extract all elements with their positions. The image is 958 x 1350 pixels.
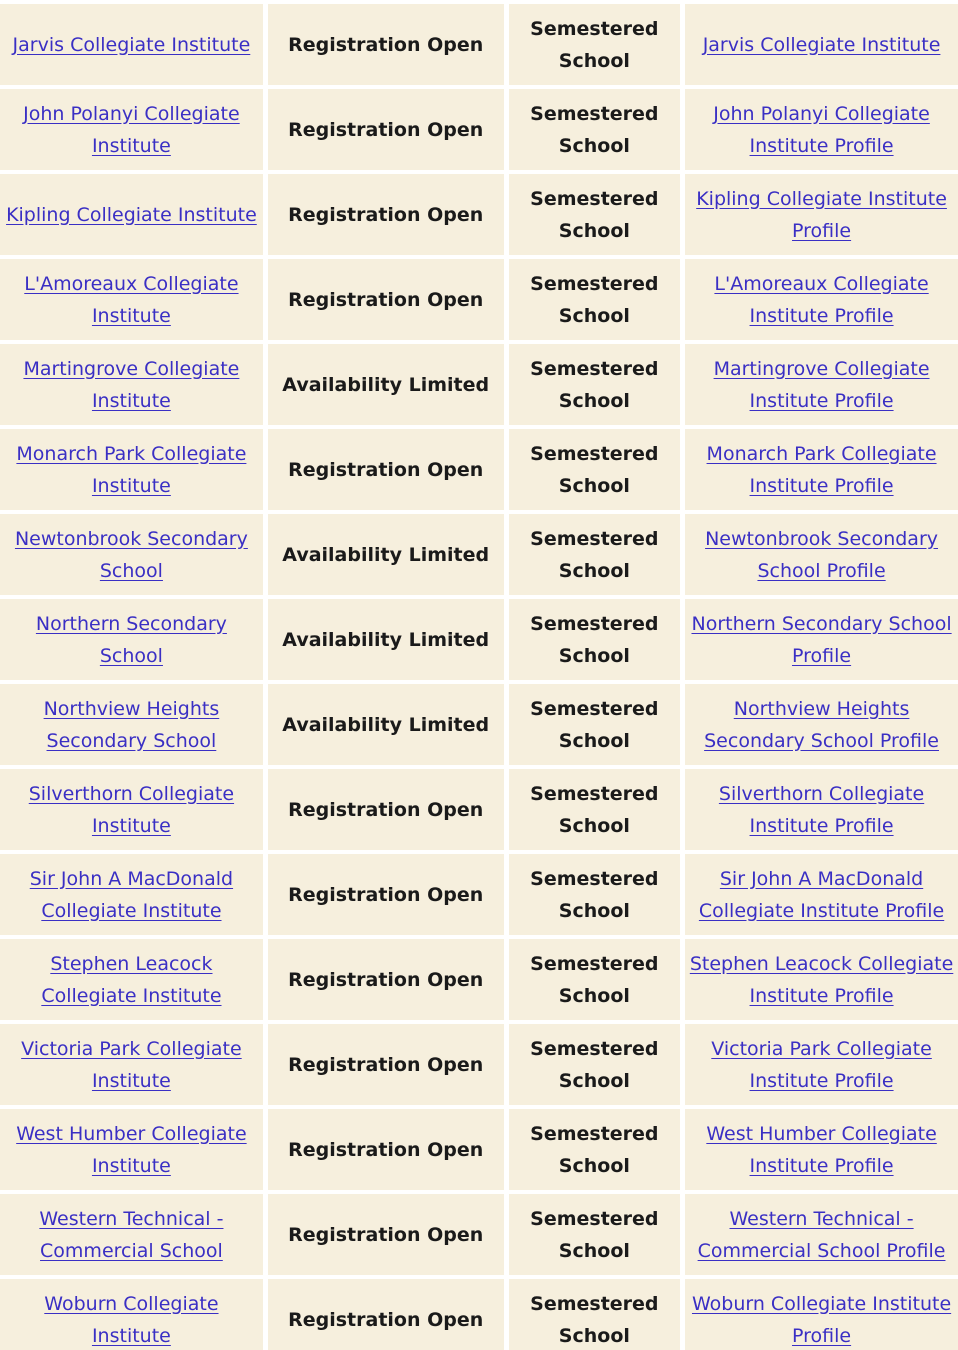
- school-name-cell: [0, 769, 263, 850]
- school-type: Semestered School: [509, 939, 681, 1020]
- table-row: [0, 939, 958, 1020]
- table-row: [0, 599, 958, 680]
- table-row: [0, 1024, 958, 1105]
- school-name-cell: [0, 514, 263, 595]
- school-profile-link[interactable]: Victoria Park Collegiate Institute Profile: [711, 1037, 932, 1092]
- school-name-link[interactable]: John Polanyi Collegiate Institute: [23, 102, 240, 157]
- school-name-cell: [0, 1279, 263, 1350]
- school-profile-link[interactable]: Northern Secondary School Profile: [691, 612, 952, 667]
- registration-status: Registration Open: [268, 89, 504, 170]
- school-type: Semestered School: [509, 514, 681, 595]
- table-row: [0, 1109, 958, 1190]
- school-name-link[interactable]: West Humber Collegiate Institute: [16, 1122, 247, 1177]
- school-type: Semestered School: [509, 89, 681, 170]
- school-profile-link[interactable]: Jarvis Collegiate Institute: [702, 33, 941, 56]
- registration-status: Availability Limited: [268, 514, 504, 595]
- school-name-link[interactable]: Newtonbrook Secondary School: [14, 527, 248, 582]
- registration-status: Registration Open: [268, 429, 504, 510]
- registration-status: Registration Open: [268, 259, 504, 340]
- school-type: Semestered School: [509, 769, 681, 850]
- registration-status: Availability Limited: [268, 684, 504, 765]
- school-profile-link[interactable]: Stephen Leacock Collegiate Institute Profile: [689, 952, 954, 1007]
- school-type: Semestered School: [509, 854, 681, 935]
- registration-status: Registration Open: [268, 1024, 504, 1105]
- registration-status: Registration Open: [268, 1279, 504, 1350]
- school-type: Semestered School: [509, 429, 681, 510]
- school-profile-link[interactable]: Monarch Park Collegiate Institute Profile: [706, 442, 937, 497]
- registration-status: Registration Open: [268, 4, 504, 85]
- school-profile-link[interactable]: L'Amoreaux Collegiate Institute Profile: [714, 272, 929, 327]
- school-profile-cell: [685, 1024, 958, 1105]
- school-profile-link[interactable]: Sir John A MacDonald Collegiate Institute Profile: [698, 867, 945, 922]
- school-profile-cell: [685, 429, 958, 510]
- table-row: [0, 344, 958, 425]
- school-profile-cell: [685, 344, 958, 425]
- school-name-cell: [0, 89, 263, 170]
- school-profile-cell: [685, 1194, 958, 1275]
- school-name-cell: [0, 1194, 263, 1275]
- school-name-cell: [0, 1024, 263, 1105]
- school-name-cell: [0, 939, 263, 1020]
- school-name-link[interactable]: Northview Heights Secondary School: [43, 697, 220, 752]
- school-name-cell: [0, 599, 263, 680]
- school-profile-cell: [685, 259, 958, 340]
- school-type: Semestered School: [509, 174, 681, 255]
- school-name-link[interactable]: Woburn Collegiate Institute: [44, 1292, 219, 1347]
- school-profile-link[interactable]: Kipling Collegiate Institute Profile: [696, 187, 947, 242]
- table-row: [0, 514, 958, 595]
- school-type: Semestered School: [509, 344, 681, 425]
- school-profile-link[interactable]: Martingrove Collegiate Institute Profile: [713, 357, 930, 412]
- school-name-cell: [0, 259, 263, 340]
- school-name-cell: [0, 4, 263, 85]
- school-profile-link[interactable]: Woburn Collegiate Institute Profile: [691, 1292, 952, 1347]
- school-name-link[interactable]: Stephen Leacock Collegiate Institute: [41, 952, 222, 1007]
- school-profile-cell: [685, 599, 958, 680]
- school-profile-cell: [685, 1279, 958, 1350]
- table-row: [0, 684, 958, 765]
- school-type: Semestered School: [509, 4, 681, 85]
- school-profile-cell: [685, 1109, 958, 1190]
- school-name-link[interactable]: Kipling Collegiate Institute: [6, 203, 257, 226]
- table-row: [0, 174, 958, 255]
- table-row: [0, 4, 958, 85]
- registration-status: Registration Open: [268, 769, 504, 850]
- school-profile-cell: [685, 684, 958, 765]
- school-name-cell: [0, 429, 263, 510]
- table-row: [0, 1194, 958, 1275]
- registration-status: Availability Limited: [268, 344, 504, 425]
- table-row: [0, 89, 958, 170]
- school-name-cell: [0, 1109, 263, 1190]
- school-profile-cell: [685, 514, 958, 595]
- school-type: Semestered School: [509, 259, 681, 340]
- table-row: [0, 769, 958, 850]
- registration-status: Registration Open: [268, 939, 504, 1020]
- school-name-link[interactable]: Sir John A MacDonald Collegiate Institute: [29, 867, 234, 922]
- school-profile-cell: [685, 4, 958, 85]
- school-name-link[interactable]: Victoria Park Collegiate Institute: [21, 1037, 242, 1092]
- school-profile-link[interactable]: Silverthorn Collegiate Institute Profile: [718, 782, 925, 837]
- school-name-cell: [0, 344, 263, 425]
- school-profile-link[interactable]: Western Technical - Commercial School Profile: [697, 1207, 946, 1262]
- schools-table-body: [0, 4, 958, 1350]
- registration-status: Registration Open: [268, 854, 504, 935]
- school-type: Semestered School: [509, 684, 681, 765]
- school-name-cell: [0, 684, 263, 765]
- school-name-link[interactable]: Monarch Park Collegiate Institute: [16, 442, 247, 497]
- school-name-cell: [0, 174, 263, 255]
- school-name-link[interactable]: L'Amoreaux Collegiate Institute: [24, 272, 239, 327]
- registration-status: Registration Open: [268, 1194, 504, 1275]
- school-profile-link[interactable]: John Polanyi Collegiate Institute Profile: [713, 102, 930, 157]
- school-name-link[interactable]: Silverthorn Collegiate Institute: [28, 782, 235, 837]
- school-type: Semestered School: [509, 1279, 681, 1350]
- school-type: Semestered School: [509, 1024, 681, 1105]
- school-type: Semestered School: [509, 599, 681, 680]
- school-name-link[interactable]: Northern Secondary School: [35, 612, 227, 667]
- school-type: Semestered School: [509, 1194, 681, 1275]
- school-profile-link[interactable]: West Humber Collegiate Institute Profile: [706, 1122, 937, 1177]
- school-profile-cell: [685, 769, 958, 850]
- table-row: [0, 1279, 958, 1350]
- school-type: Semestered School: [509, 1109, 681, 1190]
- registration-status: Availability Limited: [268, 599, 504, 680]
- school-name-link[interactable]: Western Technical - Commercial School: [39, 1207, 224, 1262]
- registration-status: Registration Open: [268, 174, 504, 255]
- school-profile-cell: [685, 174, 958, 255]
- school-profile-link[interactable]: Newtonbrook Secondary School Profile: [705, 527, 939, 582]
- table-row: [0, 854, 958, 935]
- school-profile-cell: [685, 89, 958, 170]
- table-row: [0, 259, 958, 340]
- school-name-cell: [0, 854, 263, 935]
- school-profile-cell: [685, 939, 958, 1020]
- school-profile-link[interactable]: Northview Heights Secondary School Profile: [704, 697, 939, 752]
- registration-status: Registration Open: [268, 1109, 504, 1190]
- school-profile-cell: [685, 854, 958, 935]
- school-name-link[interactable]: Martingrove Collegiate Institute: [23, 357, 240, 412]
- school-name-link[interactable]: Jarvis Collegiate Institute: [12, 33, 251, 56]
- table-row: [0, 429, 958, 510]
